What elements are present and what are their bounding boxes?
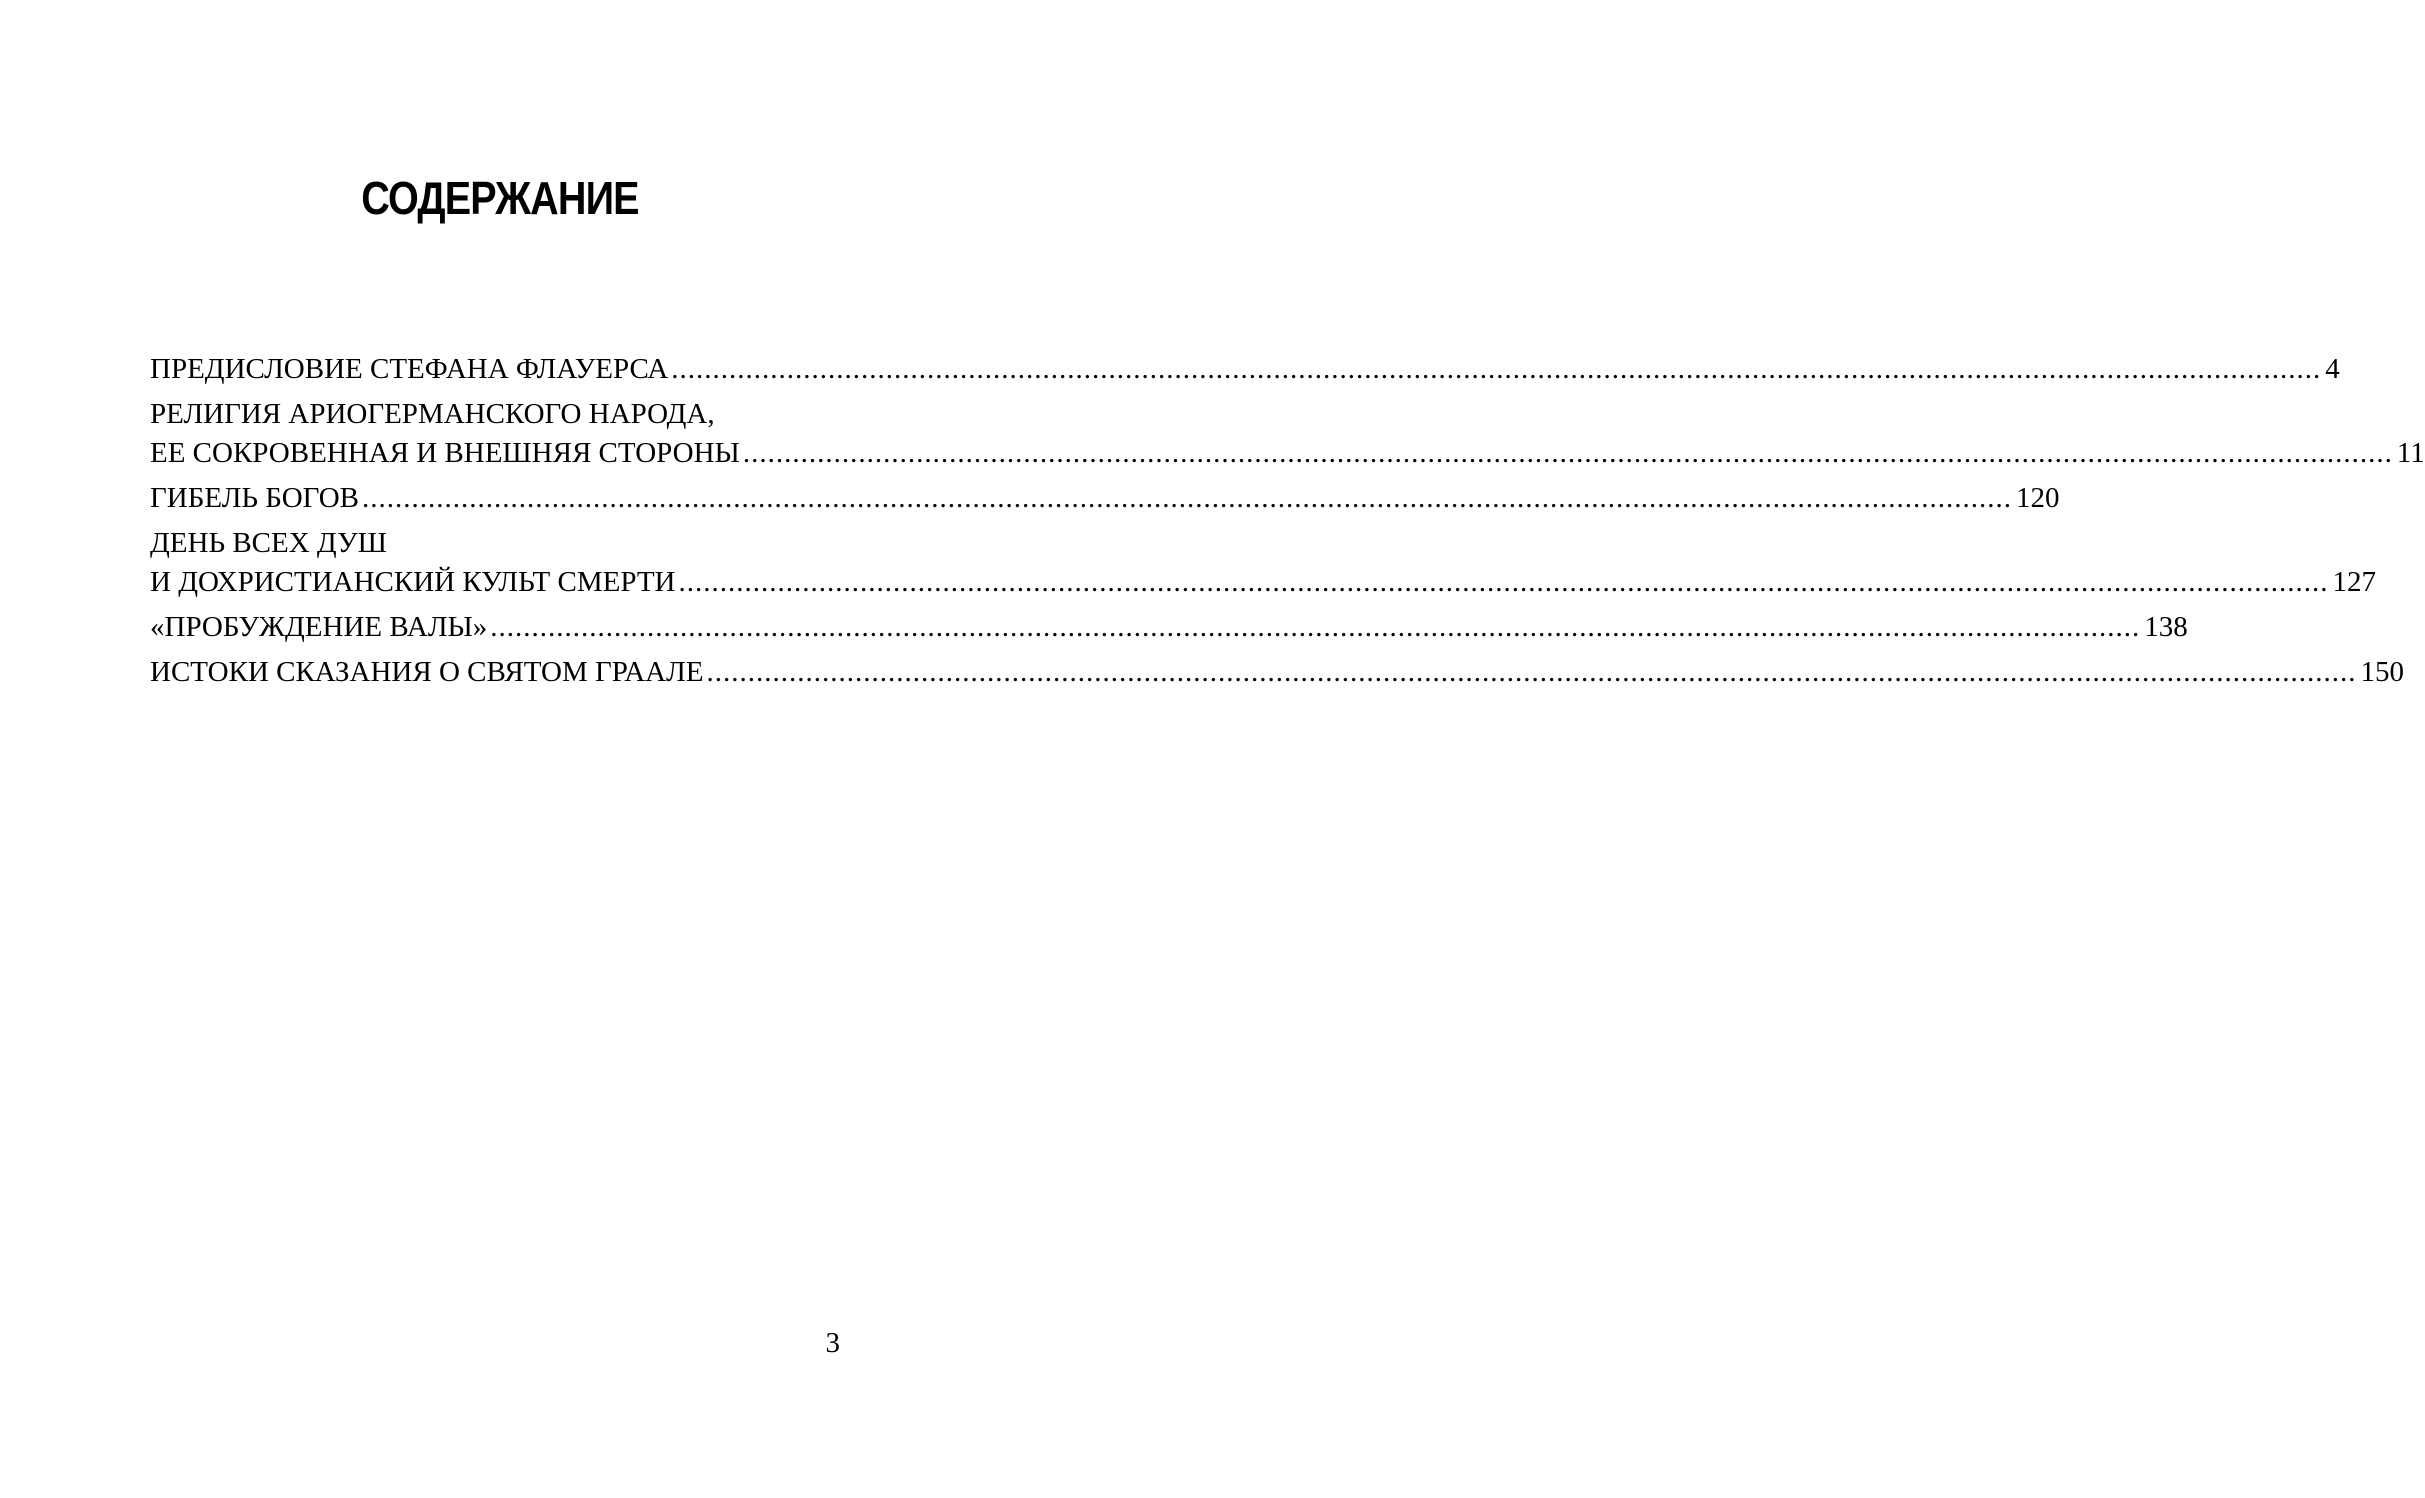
page-number: 3 — [825, 1327, 840, 1359]
toc-entry-line — [150, 434, 2425, 473]
toc-entry — [150, 524, 2376, 602]
toc-heading: СОДЕРЖАНИЕ — [361, 172, 639, 224]
toc-entry-title: «ПРОБУЖДЕНИЕ ВАЛЫ» — [150, 611, 488, 643]
toc-entry-page: 120 — [2016, 482, 2060, 514]
toc-entry-title: ПРЕДИСЛОВИЕ СТЕФАНА ФЛАУЕРСА — [150, 353, 669, 385]
toc-entry-title: ГИБЕЛЬ БОГОВ — [150, 482, 359, 514]
toc-entry-line — [150, 524, 840, 563]
toc-entry-line — [150, 563, 2376, 602]
toc-entry — [150, 608, 2188, 647]
toc-entry-page: 127 — [2332, 566, 2376, 598]
toc-dot-leader: ........................................................................................................................................................................................................ — [706, 656, 2357, 688]
toc-dot-leader: ........................................................................................................................................................................................................ — [671, 353, 2322, 385]
toc-entry — [150, 395, 2425, 473]
toc-entry-title: ЕЕ СОКРОВЕННАЯ И ВНЕШНЯЯ СТОРОНЫ — [150, 437, 740, 469]
toc-entry-page: 11 — [2396, 437, 2425, 469]
toc-entry-line — [150, 608, 2188, 647]
toc-entry — [150, 479, 2060, 518]
toc-entry-line — [150, 653, 2404, 692]
toc-entry-page: 150 — [2360, 656, 2404, 688]
toc-dot-leader: ........................................................................................................................................................................................................ — [490, 611, 2141, 643]
toc-entry-line — [150, 395, 840, 434]
table-of-contents — [150, 350, 2425, 698]
toc-entry — [150, 653, 2404, 692]
toc-entry-title-line: ДЕНЬ ВСЕХ ДУШ — [150, 527, 387, 559]
toc-entry-page: 4 — [2325, 353, 2340, 385]
toc-entry-line — [150, 479, 2060, 518]
toc-entry-title: ИСТОКИ СКАЗАНИЯ О СВЯТОМ ГРААЛЕ — [150, 656, 704, 688]
toc-entry-page: 138 — [2144, 611, 2188, 643]
toc-dot-leader: ........................................................................................................................................................................................................ — [742, 437, 2393, 469]
toc-entry-title-line: РЕЛИГИЯ АРИОГЕРМАНСКОГО НАРОДА, — [150, 398, 715, 430]
toc-dot-leader: ........................................................................................................................................................................................................ — [678, 566, 2329, 598]
toc-entry-line — [150, 350, 2340, 389]
toc-entry-title: И ДОХРИСТИАНСКИЙ КУЛЬТ СМЕРТИ — [150, 566, 676, 598]
toc-dot-leader: ........................................................................................................................................................................................................ — [362, 482, 2012, 514]
toc-entry — [150, 350, 2340, 389]
